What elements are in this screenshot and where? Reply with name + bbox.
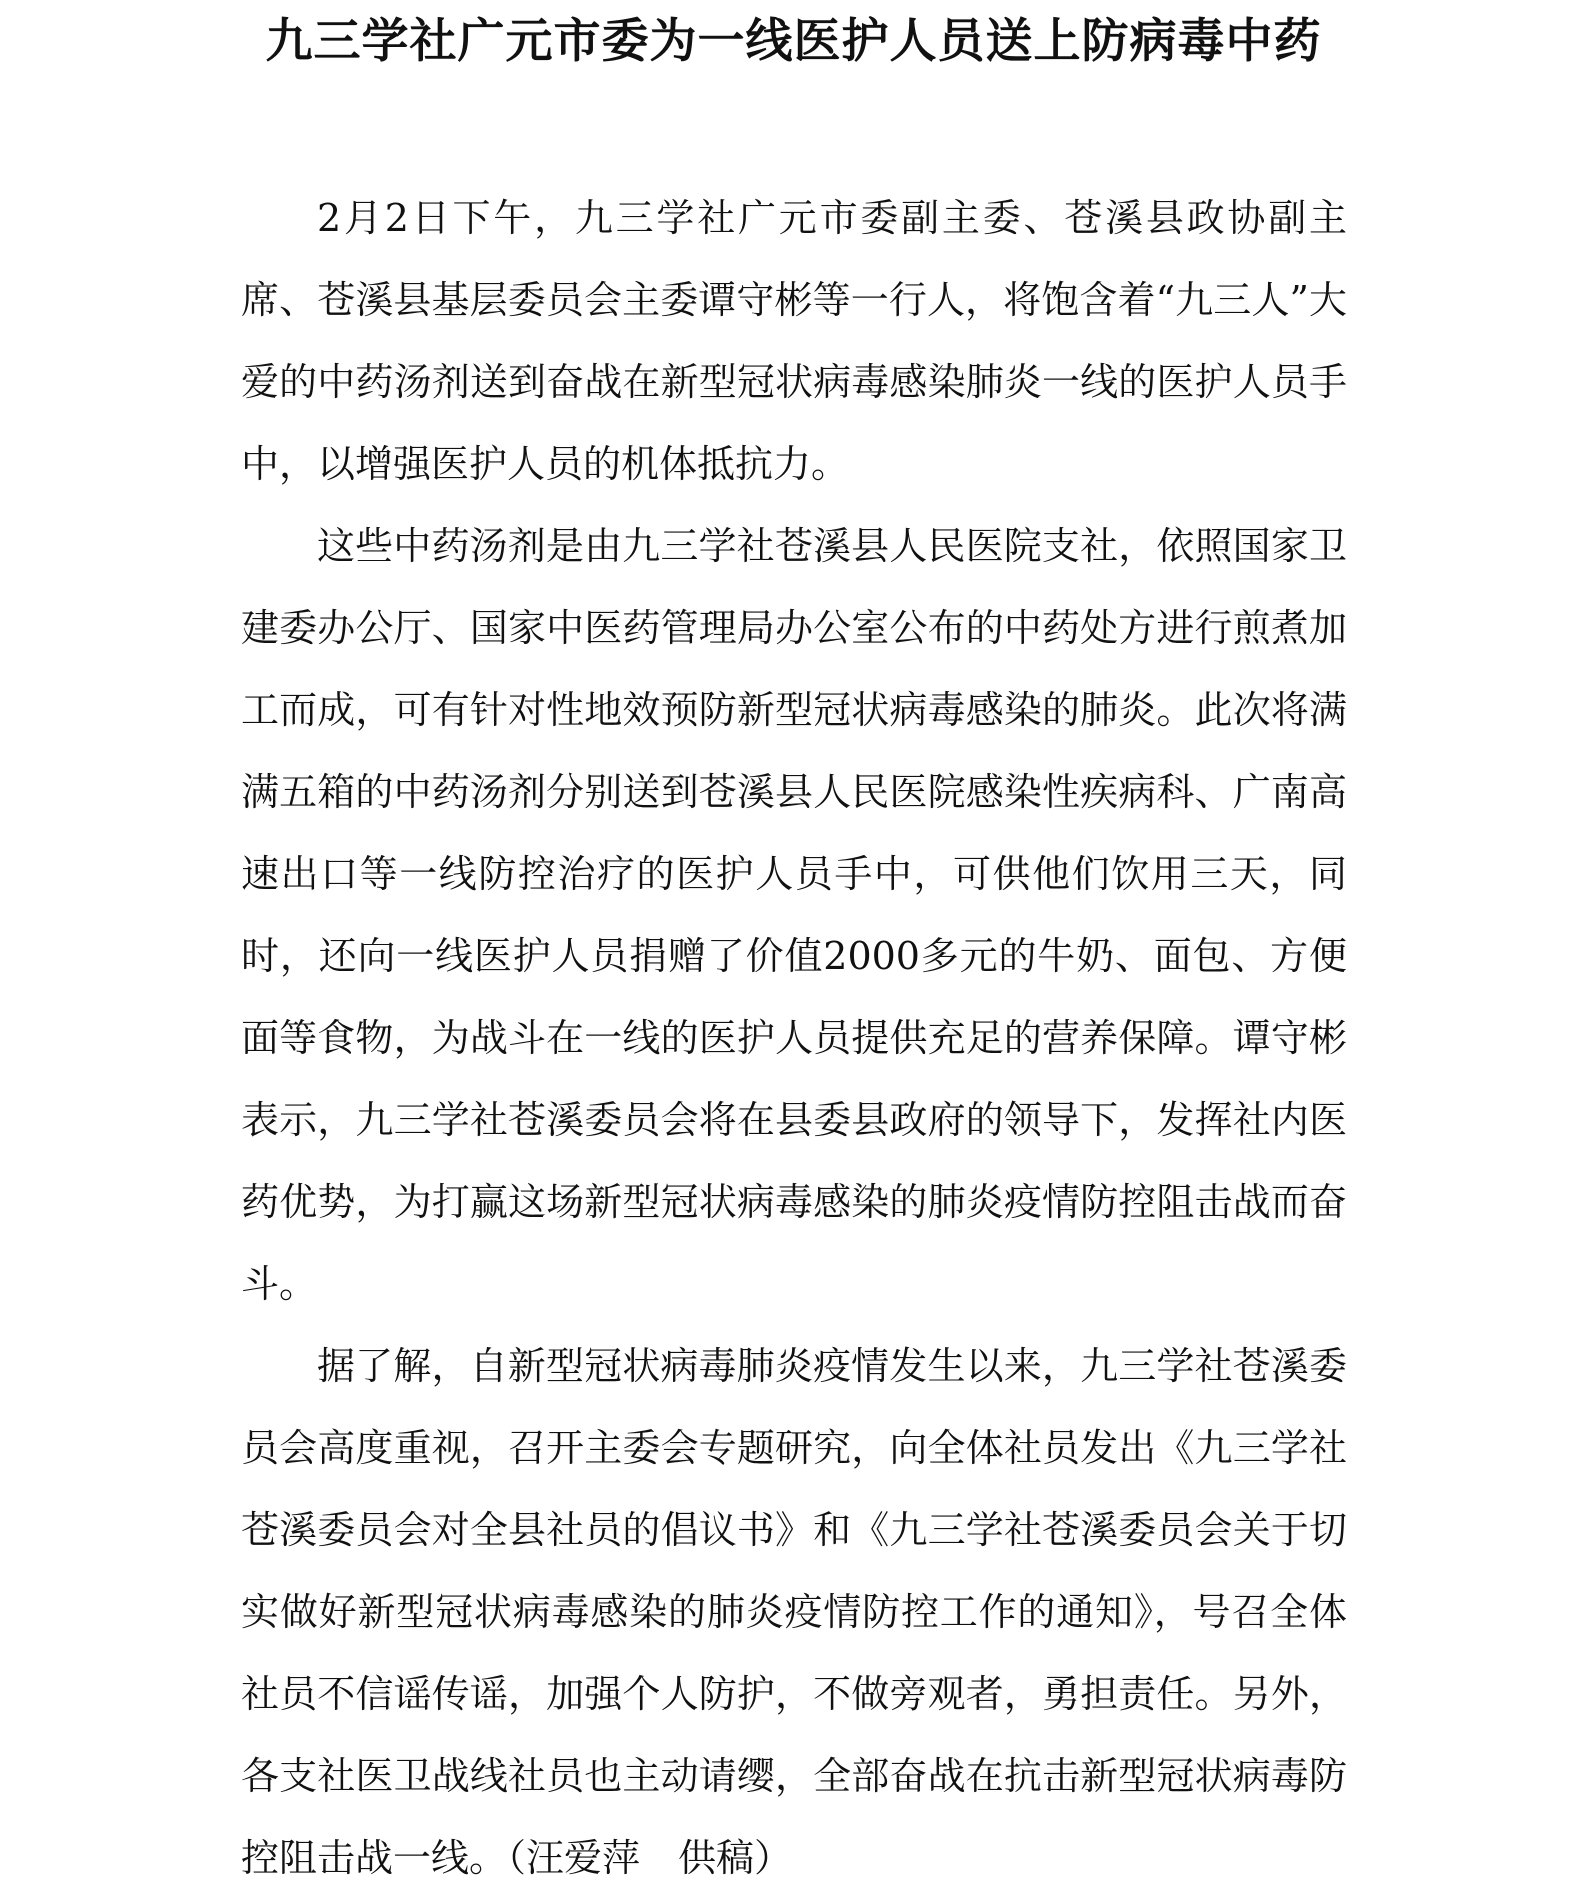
document-body xyxy=(241,177,1347,1899)
document-title: 九三学社广元市委为一线医护人员送上防病毒中药 xyxy=(265,14,1322,69)
paragraph-2: 这些中药汤剂是由九三学社苍溪县人民医院支社，依照国家卫建委办公厅、国家中医药管理局办公室公布的中药处方进行煎煮加工而成，可有针对性地效预防新型冠状病毒感染的肺炎。此次将满满五箱的中药汤剂分别送到苍溪县人民医院感染性疾病科、广南高速出口等一线防控治疗的医护人员手中，可供他们饮用三天，同时，还向一线医护人员捐赠了价值2000多元的牛奶、面包、方便面等食物，为战斗在一线的医护人员提供充足的营养保障。谭守彬表示，九三学社苍溪委员会将在县委县政府的领导下，发挥社内医药优势，为打赢这场新型冠状病毒感染的肺炎疫情防控阻击战而奋斗。 xyxy=(241,524,1347,1306)
paragraph-1: 2月2日下午，九三学社广元市委副主委、苍溪县政协副主席、苍溪县基层委员会主委谭守彬等一行人，将饱含着“九三人”大爱的中药汤剂送到奋战在新型冠状病毒感染肺炎一线的医护人员手中，以增强医护人员的机体抵抗力。 xyxy=(241,196,1347,486)
paragraph-3: 据了解，自新型冠状病毒肺炎疫情发生以来，九三学社苍溪委员会高度重视，召开主委会专题研究，向全体社员发出《九三学社苍溪委员会对全县社员的倡议书》和《九三学社苍溪委员会关于切实做好新型冠状病毒感染的肺炎疫情防控工作的通知》，号召全体社员不信谣传谣，加强个人防护，不做旁观者，勇担责任。另外，各支社医卫战线社员也主动请缨，全部奋战在抗击新型冠状病毒防控阻击战一线。（汪爱萍 供稿） xyxy=(241,1344,1347,1880)
